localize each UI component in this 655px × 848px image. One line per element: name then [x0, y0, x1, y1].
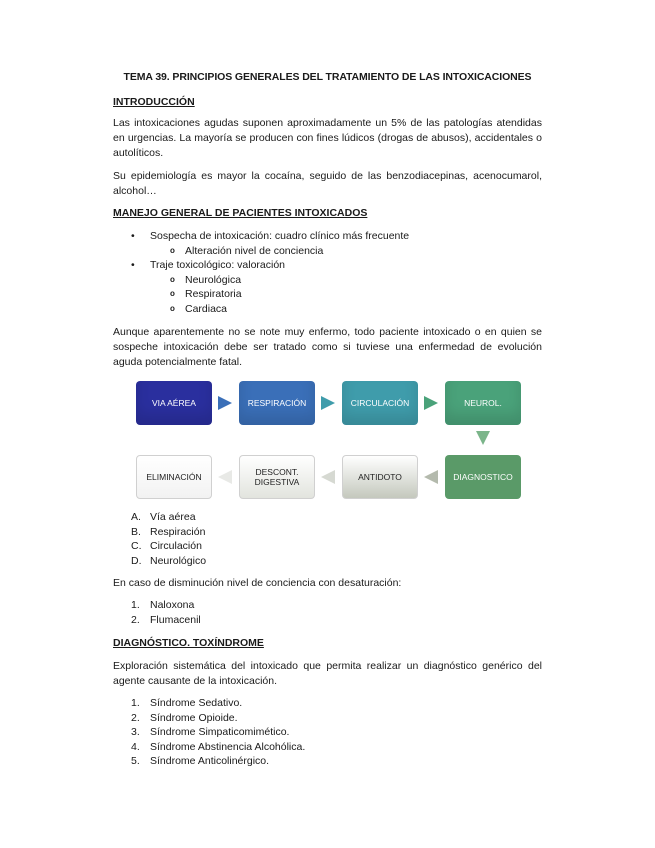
list-item: 1. Síndrome Sedativo.: [131, 697, 243, 709]
manejo-bullet-list: [113, 229, 409, 316]
list-item: [113, 273, 409, 288]
list-item: C. Circulación: [131, 540, 202, 553]
flow-arrow-down-icon: [476, 431, 490, 445]
list-item-text: Respiratoria: [185, 288, 242, 300]
flow-step-eliminacion: ELIMINACIÓN: [136, 455, 212, 499]
list-item: [113, 258, 409, 273]
list-item: [113, 229, 409, 244]
list-item-text: Neurológica: [185, 273, 242, 286]
flow-arrow-right-icon: [218, 396, 232, 410]
flow-step-antidoto: ANTIDOTO: [342, 455, 418, 499]
abcd-list: [113, 510, 206, 568]
flow-step-diagnostico: DIAGNOSTICO: [445, 455, 521, 499]
flow-step-via-aerea: VIA AÉREA: [136, 381, 212, 425]
bullet-marker: •: [131, 259, 135, 271]
sub-bullet-marker: o: [170, 245, 175, 255]
flow-step-neurol: NEUROL.: [445, 381, 521, 425]
list-item: 2. Síndrome Opioide.: [131, 711, 238, 724]
list-item: 4. Síndrome Abstinencia Alcohólica.: [131, 740, 306, 753]
diagnostico-paragraph: Exploración sistemática del intoxicado que permita realizar un diagnóstico genérico del agente causante de la intoxicación.: [113, 660, 542, 687]
flow-arrow-right-icon: [424, 396, 438, 410]
list-item-text: Cardiaca: [185, 302, 228, 315]
intro-heading: INTRODUCCIÓN: [113, 96, 195, 108]
diagnostico-heading: DIAGNÓSTICO. TOXÍNDROME: [113, 637, 264, 649]
bullet-marker: •: [131, 230, 135, 242]
flow-arrow-left-icon: [218, 470, 232, 484]
toxindrome-list: [113, 696, 305, 769]
list-item-text: Sospecha de intoxicación: cuadro clínico más frecuente: [150, 230, 410, 242]
flow-arrow-right-icon: [321, 396, 335, 410]
flow-arrow-left-icon: [321, 470, 335, 484]
flow-step-circulacion: CIRCULACIÓN: [342, 381, 418, 425]
list-item-text: Traje toxicológico: valoración: [150, 259, 286, 271]
list-item: [113, 287, 409, 302]
list-item: 5. Síndrome Anticolinérgico.: [131, 755, 270, 768]
sub-bullet-marker: o: [170, 289, 175, 298]
intro-paragraph-2: Su epidemiología es mayor la cocaína, seguido de las benzodiacepinas, acenocumarol, alcohol…: [113, 170, 542, 197]
desaturacion-list: [113, 598, 201, 627]
intro-paragraph-1: Las intoxicaciones agudas suponen aproximadamente un 5% de las patologías atendidas en urgencias. La mayoría se producen con fines lúdicos (drogas de abusos), accidentales o autolíticos.: [113, 117, 542, 159]
list-item: D. Neurológico: [131, 554, 207, 567]
page-title: TEMA 39. PRINCIPIOS GENERALES DEL TRATAMIENTO DE LAS INTOXICACIONES: [123, 71, 532, 83]
list-item-text: Alteración nivel de conciencia: [185, 244, 324, 257]
sub-bullet-marker: o: [170, 274, 175, 284]
sub-bullet-marker: o: [170, 303, 175, 313]
list-item: A. Vía aérea: [131, 511, 196, 523]
list-item: [113, 244, 409, 259]
manejo-heading: MANEJO GENERAL DE PACIENTES INTOXICADOS: [113, 207, 368, 219]
flow-step-respiracion: RESPIRACIÓN: [239, 381, 315, 425]
desaturacion-paragraph: En caso de disminución nivel de conciencia con desaturación:: [113, 577, 402, 589]
list-item: B. Respiración: [131, 525, 206, 538]
manejo-paragraph: Aunque aparentemente no se note muy enfermo, todo paciente intoxicado o en quien se sospeche intoxicación debe ser tratado como si tuviese una enfermedad de evolución aguda potencialmente fatal.: [113, 326, 542, 368]
list-item: 3. Síndrome Simpaticomimético.: [131, 726, 290, 739]
list-item: 2. Flumacenil: [131, 613, 201, 626]
list-item: [113, 302, 409, 317]
list-item: 1. Naloxona: [131, 599, 195, 611]
flow-step-descont-digestiva: DESCONT. DIGESTIVA: [239, 455, 315, 499]
flow-arrow-left-icon: [424, 470, 438, 484]
